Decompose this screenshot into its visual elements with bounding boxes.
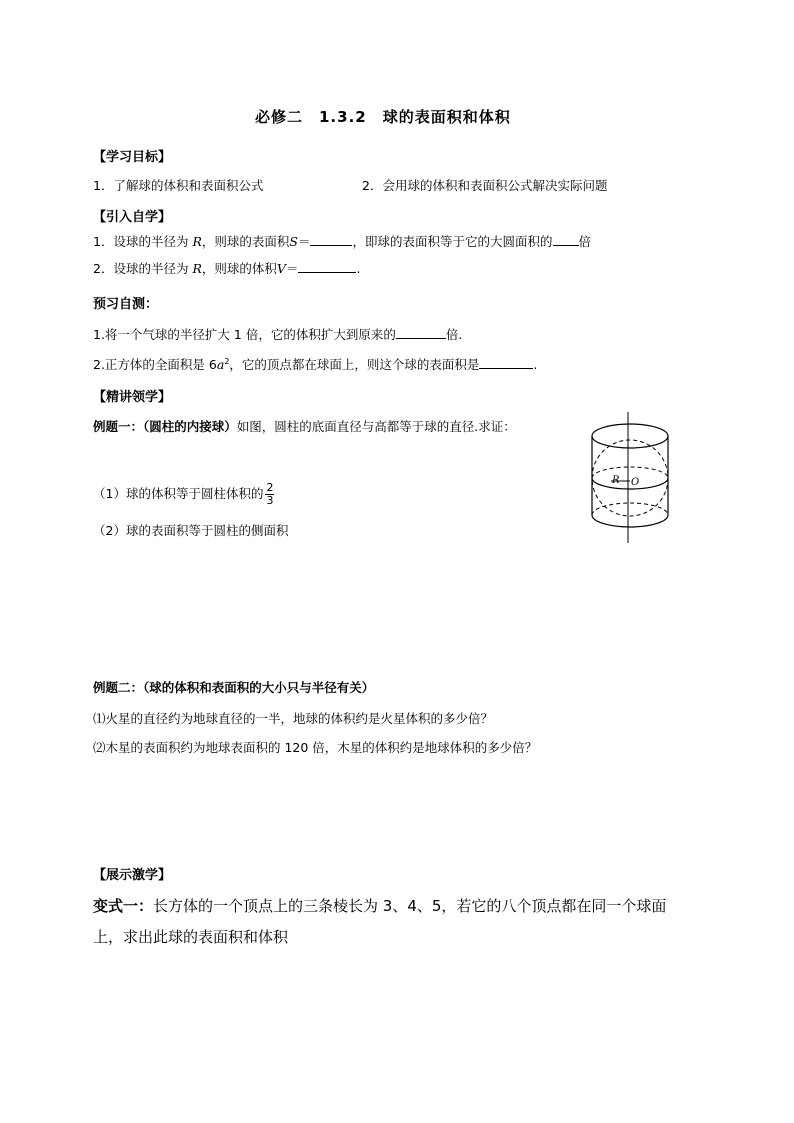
example-2-prompt: 例题二：（球的体积和表面积的大小只与半径有关） (93, 680, 375, 695)
page-title: 必修二 1.3.2 球的表面积和体积 (255, 108, 511, 126)
section-header-goals: 【学习目标】 (93, 150, 172, 165)
section-header-preview: 预习自测： (93, 297, 159, 312)
section-header-lecture: 【精讲领学】 (93, 390, 172, 405)
answer-blank[interactable] (553, 233, 579, 246)
answer-blank[interactable] (396, 326, 446, 339)
preview-question-1: 1.将一个气球的半径扩大 1 倍，它的体积扩大到原来的 倍. (93, 327, 463, 342)
cylinder-sphere-figure (583, 410, 678, 545)
variant-1-line-2: 上，求出此球的表面积和体积 (93, 928, 289, 946)
intro-question-1: 1．设球的半径为 R，则球的表面积S＝ ，即球的表面积等于它的大圆面积的 倍 (93, 234, 592, 249)
example-1-prompt: 例题一：（圆柱的内接球）如图，圆柱的底面直径与高都等于球的直径.求证： (93, 419, 516, 434)
label-O: O (631, 477, 640, 488)
section-header-display: 【展示激学】 (93, 868, 172, 883)
fraction: $\frac{2}{3}$ (266, 481, 274, 507)
answer-blank[interactable] (310, 233, 352, 246)
goal-item-2: 2．会用球的体积和表面积公式解决实际问题 (362, 178, 608, 193)
example-1-part-1: （1）球的体积等于圆柱体积的 $\frac{2}{3}$ (93, 481, 274, 507)
label-R: R (612, 475, 620, 486)
example-1-part-2: （2）球的表面积等于圆柱的侧面积 (93, 523, 289, 538)
example-2-question-1: ⑴火星的直径约为地球直径的一半，地球的体积约是火星体积的多少倍？ (93, 711, 494, 726)
variant-1-line-1: 变式一：长方体的一个顶点上的三条棱长为 3、4、5，若它的八个顶点都在同一个球面 (93, 897, 667, 915)
goal-item-1: 1．了解球的体积和表面积公式 (93, 178, 264, 193)
answer-blank[interactable] (479, 356, 533, 369)
section-header-intro: 【引入自学】 (93, 210, 172, 225)
preview-question-2: 2.正方体的全面积是 $6a^2$，它的顶点都在球面上，则这个球的表面积是 . (93, 356, 538, 372)
answer-blank[interactable] (298, 260, 356, 273)
intro-question-2: 2．设球的半径为 R，则球的体积V＝ . (93, 261, 361, 276)
example-2-question-2: ⑵木星的表面积约为地球表面积的 120 倍，木星的体积约是地球体积的多少倍？ (93, 740, 538, 755)
